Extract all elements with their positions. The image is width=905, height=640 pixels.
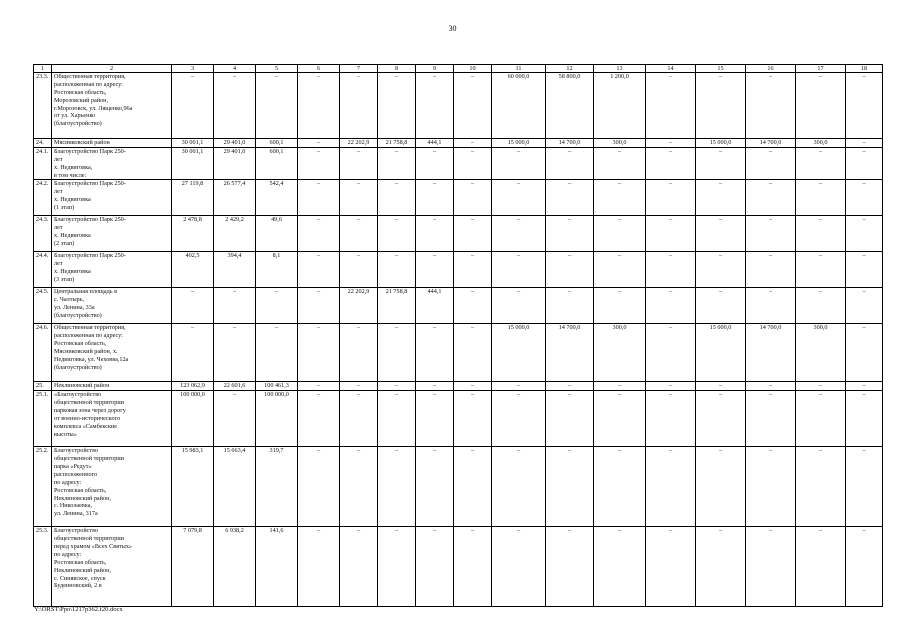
row-number: 23.3. [34, 73, 52, 139]
footer-file-path: Y:\ORST\Ppo\1217p362.f20.docx [34, 606, 123, 613]
table-row [34, 391, 883, 447]
value-cell: – [646, 324, 696, 382]
value-cell: – [378, 391, 416, 447]
value-cell: – [298, 391, 340, 447]
object-name: Неклиновский район [52, 382, 172, 391]
value-cell: 402,5 [172, 252, 214, 288]
value-cell: – [454, 324, 492, 382]
value-cell: – [298, 147, 340, 180]
value-cell: – [492, 527, 546, 607]
value-cell: 14 700,0 [746, 324, 796, 382]
column-header: 16 [746, 65, 796, 73]
value-cell: 123 062,9 [172, 382, 214, 391]
value-cell: – [172, 288, 214, 324]
value-cell: – [746, 73, 796, 139]
value-cell: 49,6 [256, 216, 298, 252]
value-cell: – [546, 391, 594, 447]
value-cell: – [846, 139, 883, 148]
value-cell: – [172, 73, 214, 139]
value-cell: 1 200,0 [594, 73, 646, 139]
value-cell: 319,7 [256, 447, 298, 527]
row-number: 25.2. [34, 447, 52, 527]
value-cell: – [214, 391, 256, 447]
object-name: Благоустройство общественной территории парка «Редут» расположенного по адресу: Ростовская область, Неклиновский район, с. Николаевка, ул. Ленина, 317а [52, 447, 172, 527]
value-cell: – [846, 147, 883, 180]
value-cell: – [646, 288, 696, 324]
value-cell: 15 663,4 [214, 447, 256, 527]
value-cell: – [646, 216, 696, 252]
value-cell: – [696, 382, 746, 391]
column-header: 5 [256, 65, 298, 73]
value-cell: – [454, 382, 492, 391]
value-cell: – [846, 527, 883, 607]
value-cell: – [696, 73, 746, 139]
object-name: «Благоустройство общественной территории парковая зона через дорогу от военно-исторического комплекса «Самбекские высоты» [52, 391, 172, 447]
value-cell: 542,4 [256, 180, 298, 216]
value-cell: – [340, 147, 378, 180]
column-header: 14 [646, 65, 696, 73]
value-cell: 22 202,9 [340, 139, 378, 148]
value-cell: 15 983,1 [172, 447, 214, 527]
value-cell: – [546, 252, 594, 288]
table-row [34, 216, 883, 252]
value-cell: 22 202,9 [340, 288, 378, 324]
column-header: 1 [34, 65, 52, 73]
value-cell: – [796, 382, 846, 391]
value-cell: – [846, 288, 883, 324]
value-cell: – [378, 382, 416, 391]
value-cell: – [298, 382, 340, 391]
value-cell: – [646, 391, 696, 447]
value-cell: – [416, 180, 454, 216]
object-name: Общественная территория, расположенная по адресу: Ростовская область, Мясниковский район, х. Недвиговка, ул. Чеховва,12а (благоустройство) [52, 324, 172, 382]
value-cell: – [646, 147, 696, 180]
value-cell: – [796, 180, 846, 216]
value-cell: 22 601,6 [214, 382, 256, 391]
value-cell: 60 000,0 [492, 73, 546, 139]
column-header: 17 [796, 65, 846, 73]
value-cell: 15 000,0 [696, 324, 746, 382]
value-cell: – [746, 180, 796, 216]
value-cell: – [594, 527, 646, 607]
value-cell: – [416, 391, 454, 447]
value-cell: – [696, 447, 746, 527]
value-cell: 100 000,0 [256, 391, 298, 447]
value-cell: – [594, 180, 646, 216]
table-row [34, 180, 883, 216]
value-cell: – [416, 382, 454, 391]
value-cell: – [454, 447, 492, 527]
value-cell: 58 800,0 [546, 73, 594, 139]
value-cell: – [746, 527, 796, 607]
value-cell: – [454, 216, 492, 252]
value-cell: 30 001,1 [172, 139, 214, 148]
table-header-row [34, 65, 883, 73]
value-cell: – [298, 139, 340, 148]
value-cell: – [256, 73, 298, 139]
row-number: 24.1. [34, 147, 52, 180]
value-cell: 300,0 [594, 139, 646, 148]
table-row [34, 324, 883, 382]
value-cell: – [846, 180, 883, 216]
value-cell: – [340, 73, 378, 139]
table-row [34, 252, 883, 288]
value-cell: – [416, 447, 454, 527]
value-cell: – [746, 391, 796, 447]
value-cell: 21 758,8 [378, 288, 416, 324]
value-cell: – [454, 252, 492, 288]
value-cell: 14 700,0 [546, 139, 594, 148]
value-cell: – [796, 252, 846, 288]
value-cell: – [492, 252, 546, 288]
row-number: 25. [34, 382, 52, 391]
row-number: 25.3. [34, 527, 52, 607]
value-cell: – [846, 447, 883, 527]
value-cell: – [696, 252, 746, 288]
value-cell: – [696, 288, 746, 324]
value-cell: – [696, 527, 746, 607]
value-cell: – [214, 73, 256, 139]
value-cell: – [796, 216, 846, 252]
value-cell: – [846, 324, 883, 382]
value-cell: – [546, 382, 594, 391]
value-cell: 14 700,0 [546, 324, 594, 382]
table-row [34, 527, 883, 607]
value-cell: 8,1 [256, 252, 298, 288]
value-cell: – [696, 216, 746, 252]
value-cell: 100 000,0 [172, 391, 214, 447]
value-cell: 21 758,8 [378, 139, 416, 148]
value-cell: – [378, 216, 416, 252]
value-cell: – [298, 527, 340, 607]
value-cell: – [492, 382, 546, 391]
column-header: 12 [546, 65, 594, 73]
value-cell: – [796, 391, 846, 447]
value-cell: 29 401,0 [214, 147, 256, 180]
value-cell: – [256, 324, 298, 382]
value-cell: 300,0 [796, 139, 846, 148]
column-header: 8 [378, 65, 416, 73]
value-cell: – [340, 382, 378, 391]
value-cell: 600,1 [256, 139, 298, 148]
column-header: 11 [492, 65, 546, 73]
value-cell: 14 700,0 [746, 139, 796, 148]
value-cell: – [696, 391, 746, 447]
value-cell: – [546, 447, 594, 527]
value-cell: – [646, 252, 696, 288]
value-cell: 7 079,8 [172, 527, 214, 607]
value-cell: – [546, 216, 594, 252]
table-row [34, 147, 883, 180]
value-cell: – [172, 324, 214, 382]
value-cell: – [340, 252, 378, 288]
object-name: Центральная площадь в с. Чалтырь, ул. Ленина, 33а (благоустройство) [52, 288, 172, 324]
value-cell: – [378, 447, 416, 527]
value-cell: – [492, 216, 546, 252]
value-cell: – [378, 147, 416, 180]
row-number: 24.3. [34, 216, 52, 252]
value-cell: – [646, 139, 696, 148]
value-cell: – [454, 180, 492, 216]
value-cell: – [492, 180, 546, 216]
value-cell: – [796, 73, 846, 139]
column-header: 10 [454, 65, 492, 73]
value-cell: – [492, 447, 546, 527]
value-cell: 6 938,2 [214, 527, 256, 607]
value-cell: 2 478,8 [172, 216, 214, 252]
value-cell: – [746, 447, 796, 527]
value-cell: – [594, 216, 646, 252]
column-header: 2 [52, 65, 172, 73]
value-cell: 27 119,8 [172, 180, 214, 216]
table-row [34, 382, 883, 391]
value-cell: – [746, 216, 796, 252]
table-row [34, 447, 883, 527]
value-cell: 2 429,2 [214, 216, 256, 252]
value-cell: – [846, 73, 883, 139]
value-cell: – [298, 216, 340, 252]
column-header: 3 [172, 65, 214, 73]
value-cell: 15 000,0 [492, 324, 546, 382]
row-number: 24.5. [34, 288, 52, 324]
column-header: 7 [340, 65, 378, 73]
value-cell: – [546, 527, 594, 607]
value-cell: – [340, 527, 378, 607]
value-cell: – [746, 382, 796, 391]
value-cell: – [546, 147, 594, 180]
value-cell: 26 577,4 [214, 180, 256, 216]
value-cell: 15 000,0 [696, 139, 746, 148]
value-cell: – [416, 73, 454, 139]
row-number: 24.6. [34, 324, 52, 382]
value-cell: – [646, 447, 696, 527]
value-cell: – [846, 391, 883, 447]
value-cell: – [378, 324, 416, 382]
object-name: Благоустройство Парк 250- лет х. Недвиговка, в том числе: [52, 147, 172, 180]
value-cell: – [340, 391, 378, 447]
value-cell: – [298, 73, 340, 139]
column-header: 15 [696, 65, 746, 73]
value-cell: – [696, 147, 746, 180]
value-cell: – [340, 447, 378, 527]
value-cell: – [696, 180, 746, 216]
value-cell: 394,4 [214, 252, 256, 288]
value-cell: – [594, 382, 646, 391]
budget-table [33, 64, 883, 607]
column-header: 4 [214, 65, 256, 73]
value-cell: – [492, 288, 546, 324]
table-row [34, 288, 883, 324]
value-cell: – [298, 324, 340, 382]
value-cell: 15 000,0 [492, 139, 546, 148]
value-cell: – [340, 216, 378, 252]
value-cell: – [746, 252, 796, 288]
value-cell: – [796, 288, 846, 324]
column-header: 6 [298, 65, 340, 73]
value-cell: – [454, 147, 492, 180]
value-cell: – [454, 288, 492, 324]
value-cell: 300,0 [594, 324, 646, 382]
object-name: Благоустройство Парк 250- лет х. Недвиговка (1 этап) [52, 180, 172, 216]
object-name: Мясниковский район [52, 139, 172, 148]
column-header: 9 [416, 65, 454, 73]
value-cell: – [846, 216, 883, 252]
value-cell: 29 401,0 [214, 139, 256, 148]
value-cell: – [796, 527, 846, 607]
table-row [34, 139, 883, 148]
value-cell: – [546, 288, 594, 324]
value-cell: – [378, 527, 416, 607]
value-cell: 444,1 [416, 139, 454, 148]
value-cell: – [416, 324, 454, 382]
value-cell: – [214, 288, 256, 324]
value-cell: – [746, 288, 796, 324]
value-cell: – [454, 139, 492, 148]
row-number: 25.1. [34, 391, 52, 447]
value-cell: – [454, 391, 492, 447]
value-cell: – [378, 73, 416, 139]
value-cell: – [416, 252, 454, 288]
row-number: 24. [34, 139, 52, 148]
value-cell: – [416, 527, 454, 607]
value-cell: – [646, 382, 696, 391]
row-number: 24.2. [34, 180, 52, 216]
value-cell: 444,1 [416, 288, 454, 324]
value-cell: – [646, 180, 696, 216]
table-row [34, 73, 883, 139]
value-cell: – [340, 180, 378, 216]
value-cell: – [594, 252, 646, 288]
value-cell: – [298, 180, 340, 216]
value-cell: – [846, 252, 883, 288]
value-cell: – [298, 288, 340, 324]
value-cell: – [746, 147, 796, 180]
column-header: 13 [594, 65, 646, 73]
object-name: Благоустройство Парк 250- лет х. Недвиговка (3 этап) [52, 252, 172, 288]
value-cell: – [298, 252, 340, 288]
value-cell: – [492, 147, 546, 180]
row-number: 24.4. [34, 252, 52, 288]
value-cell: – [594, 147, 646, 180]
page-number: 30 [448, 24, 457, 33]
column-header: 18 [846, 65, 883, 73]
value-cell: 300,0 [796, 324, 846, 382]
value-cell: – [378, 180, 416, 216]
value-cell: – [416, 216, 454, 252]
object-name: Благоустройство Парк 250- лет х. Недвиговка (2 этап) [52, 216, 172, 252]
value-cell: – [492, 391, 546, 447]
value-cell: – [594, 447, 646, 527]
value-cell: – [594, 391, 646, 447]
value-cell: – [796, 447, 846, 527]
value-cell: – [846, 382, 883, 391]
value-cell: – [378, 252, 416, 288]
value-cell: 30 001,1 [172, 147, 214, 180]
value-cell: – [646, 73, 696, 139]
value-cell: – [546, 180, 594, 216]
value-cell: 600,1 [256, 147, 298, 180]
value-cell: – [214, 324, 256, 382]
value-cell: – [416, 147, 454, 180]
value-cell: – [256, 288, 298, 324]
value-cell: – [796, 147, 846, 180]
object-name: Общественная территория, расположенная по адресу: Ростовская область, Морозовский район, г.Морозовск, ул. Лященко,96а от ул. Харьенко (благоустройство) [52, 73, 172, 139]
value-cell: – [646, 527, 696, 607]
value-cell: – [298, 447, 340, 527]
value-cell: – [454, 73, 492, 139]
value-cell: – [340, 324, 378, 382]
value-cell: 100 461,3 [256, 382, 298, 391]
object-name: Благоустройство общественной территории перед храмом «Всех Святых» по адресу: Ростовская область, Неклиновский район, с. Синявское, спуск Буденновский, 2 в [52, 527, 172, 607]
value-cell: – [454, 527, 492, 607]
value-cell: 141,6 [256, 527, 298, 607]
value-cell: – [594, 288, 646, 324]
